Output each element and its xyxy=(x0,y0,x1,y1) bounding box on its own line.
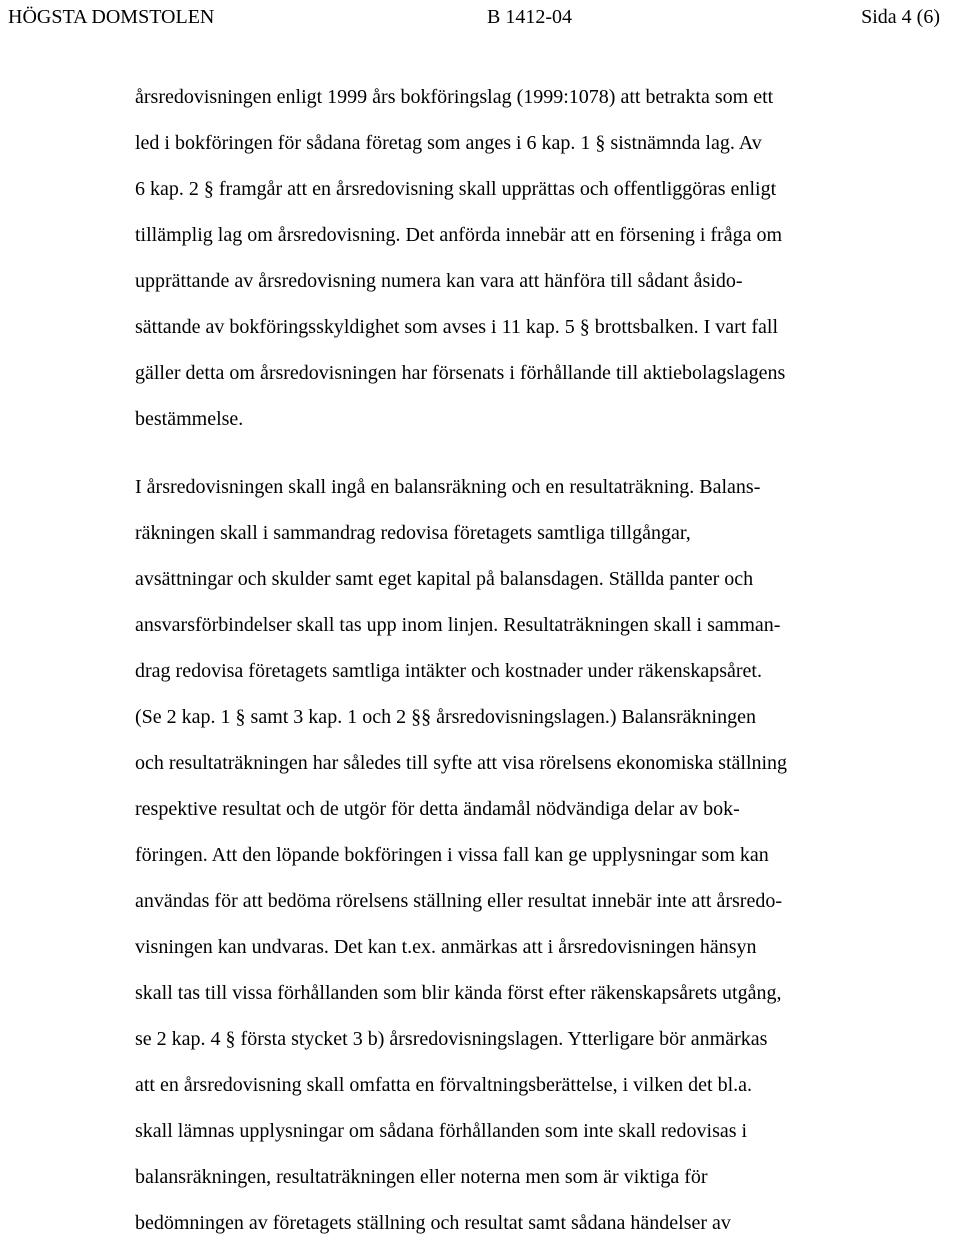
text-line: I årsredovisningen skall ingå en balansräkning och en resultaträkning. Balans- xyxy=(135,476,761,498)
text-line: balansräkningen, resultaträkningen eller noterna men som är viktiga för xyxy=(135,1166,708,1188)
text-line: räkningen skall i sammandrag redovisa företagets samtliga tillgångar, xyxy=(135,522,691,544)
page-header xyxy=(8,2,940,32)
text-line: 6 kap. 2 § framgår att en årsredovisning skall upprättas och offentliggöras enligt xyxy=(135,178,777,200)
text-line: bestämmelse. xyxy=(135,408,244,430)
text-line: användas för att bedöma rörelsens ställning eller resultat innebär inte att årsredo- xyxy=(135,890,782,912)
text-line: bedömningen av företagets ställning och resultat samt sådana händelser av xyxy=(135,1212,731,1234)
court-name: HÖGSTA DOMSTOLEN xyxy=(8,6,215,28)
text-line: föringen. Att den löpande bokföringen i vissa fall kan ge upplysningar som kan xyxy=(135,844,769,866)
text-line: tillämplig lag om årsredovisning. Det anförda innebär att en försening i fråga om xyxy=(135,224,783,246)
text-line: (Se 2 kap. 1 § samt 3 kap. 1 och 2 §§ årsredovisningslagen.) Balansräkningen xyxy=(135,706,756,728)
text-line: att en årsredovisning skall omfatta en förvaltningsberättelse, i vilken det bl.a. xyxy=(135,1074,753,1096)
text-line: sättande av bokföringsskyldighet som avses i 11 kap. 5 § brottsbalken. I vart fall xyxy=(135,316,779,338)
paragraph-2 xyxy=(135,474,955,1256)
text-line: respektive resultat och de utgör för detta ändamål nödvändiga delar av bok- xyxy=(135,798,740,820)
text-line: avsättningar och skulder samt eget kapital på balansdagen. Ställda panter och xyxy=(135,568,754,590)
text-line: årsredovisningen enligt 1999 års bokföringslag (1999:1078) att betrakta som ett xyxy=(135,86,774,108)
text-line: led i bokföringen för sådana företag som anges i 6 kap. 1 § sistnämnda lag. Av xyxy=(135,132,762,154)
text-line: upprättande av årsredovisning numera kan vara att hänföra till sådant åsido- xyxy=(135,270,743,292)
page-number: Sida 4 (6) xyxy=(861,6,940,28)
text-line: gäller detta om årsredovisningen har försenats i förhållande till aktiebolagslagens xyxy=(135,362,786,384)
case-number: B 1412-04 xyxy=(487,6,572,28)
paragraph-1 xyxy=(135,84,955,452)
text-line: skall tas till vissa förhållanden som blir kända först efter räkenskapsårets utgång, xyxy=(135,982,782,1004)
text-line: ansvarsförbindelser skall tas upp inom linjen. Resultaträkningen skall i samman- xyxy=(135,614,781,636)
text-line: visningen kan undvaras. Det kan t.ex. anmärkas att i årsredovisningen hänsyn xyxy=(135,936,757,958)
text-line: och resultaträkningen har således till syfte att visa rörelsens ekonomiska ställning xyxy=(135,752,788,774)
text-line: se 2 kap. 4 § första stycket 3 b) årsredovisningslagen. Ytterligare bör anmärkas xyxy=(135,1028,768,1050)
text-line: drag redovisa företagets samtliga intäkter och kostnader under räkenskapsåret. xyxy=(135,660,762,682)
text-line: skall lämnas upplysningar om sådana förhållanden som inte skall redovisas i xyxy=(135,1120,748,1142)
